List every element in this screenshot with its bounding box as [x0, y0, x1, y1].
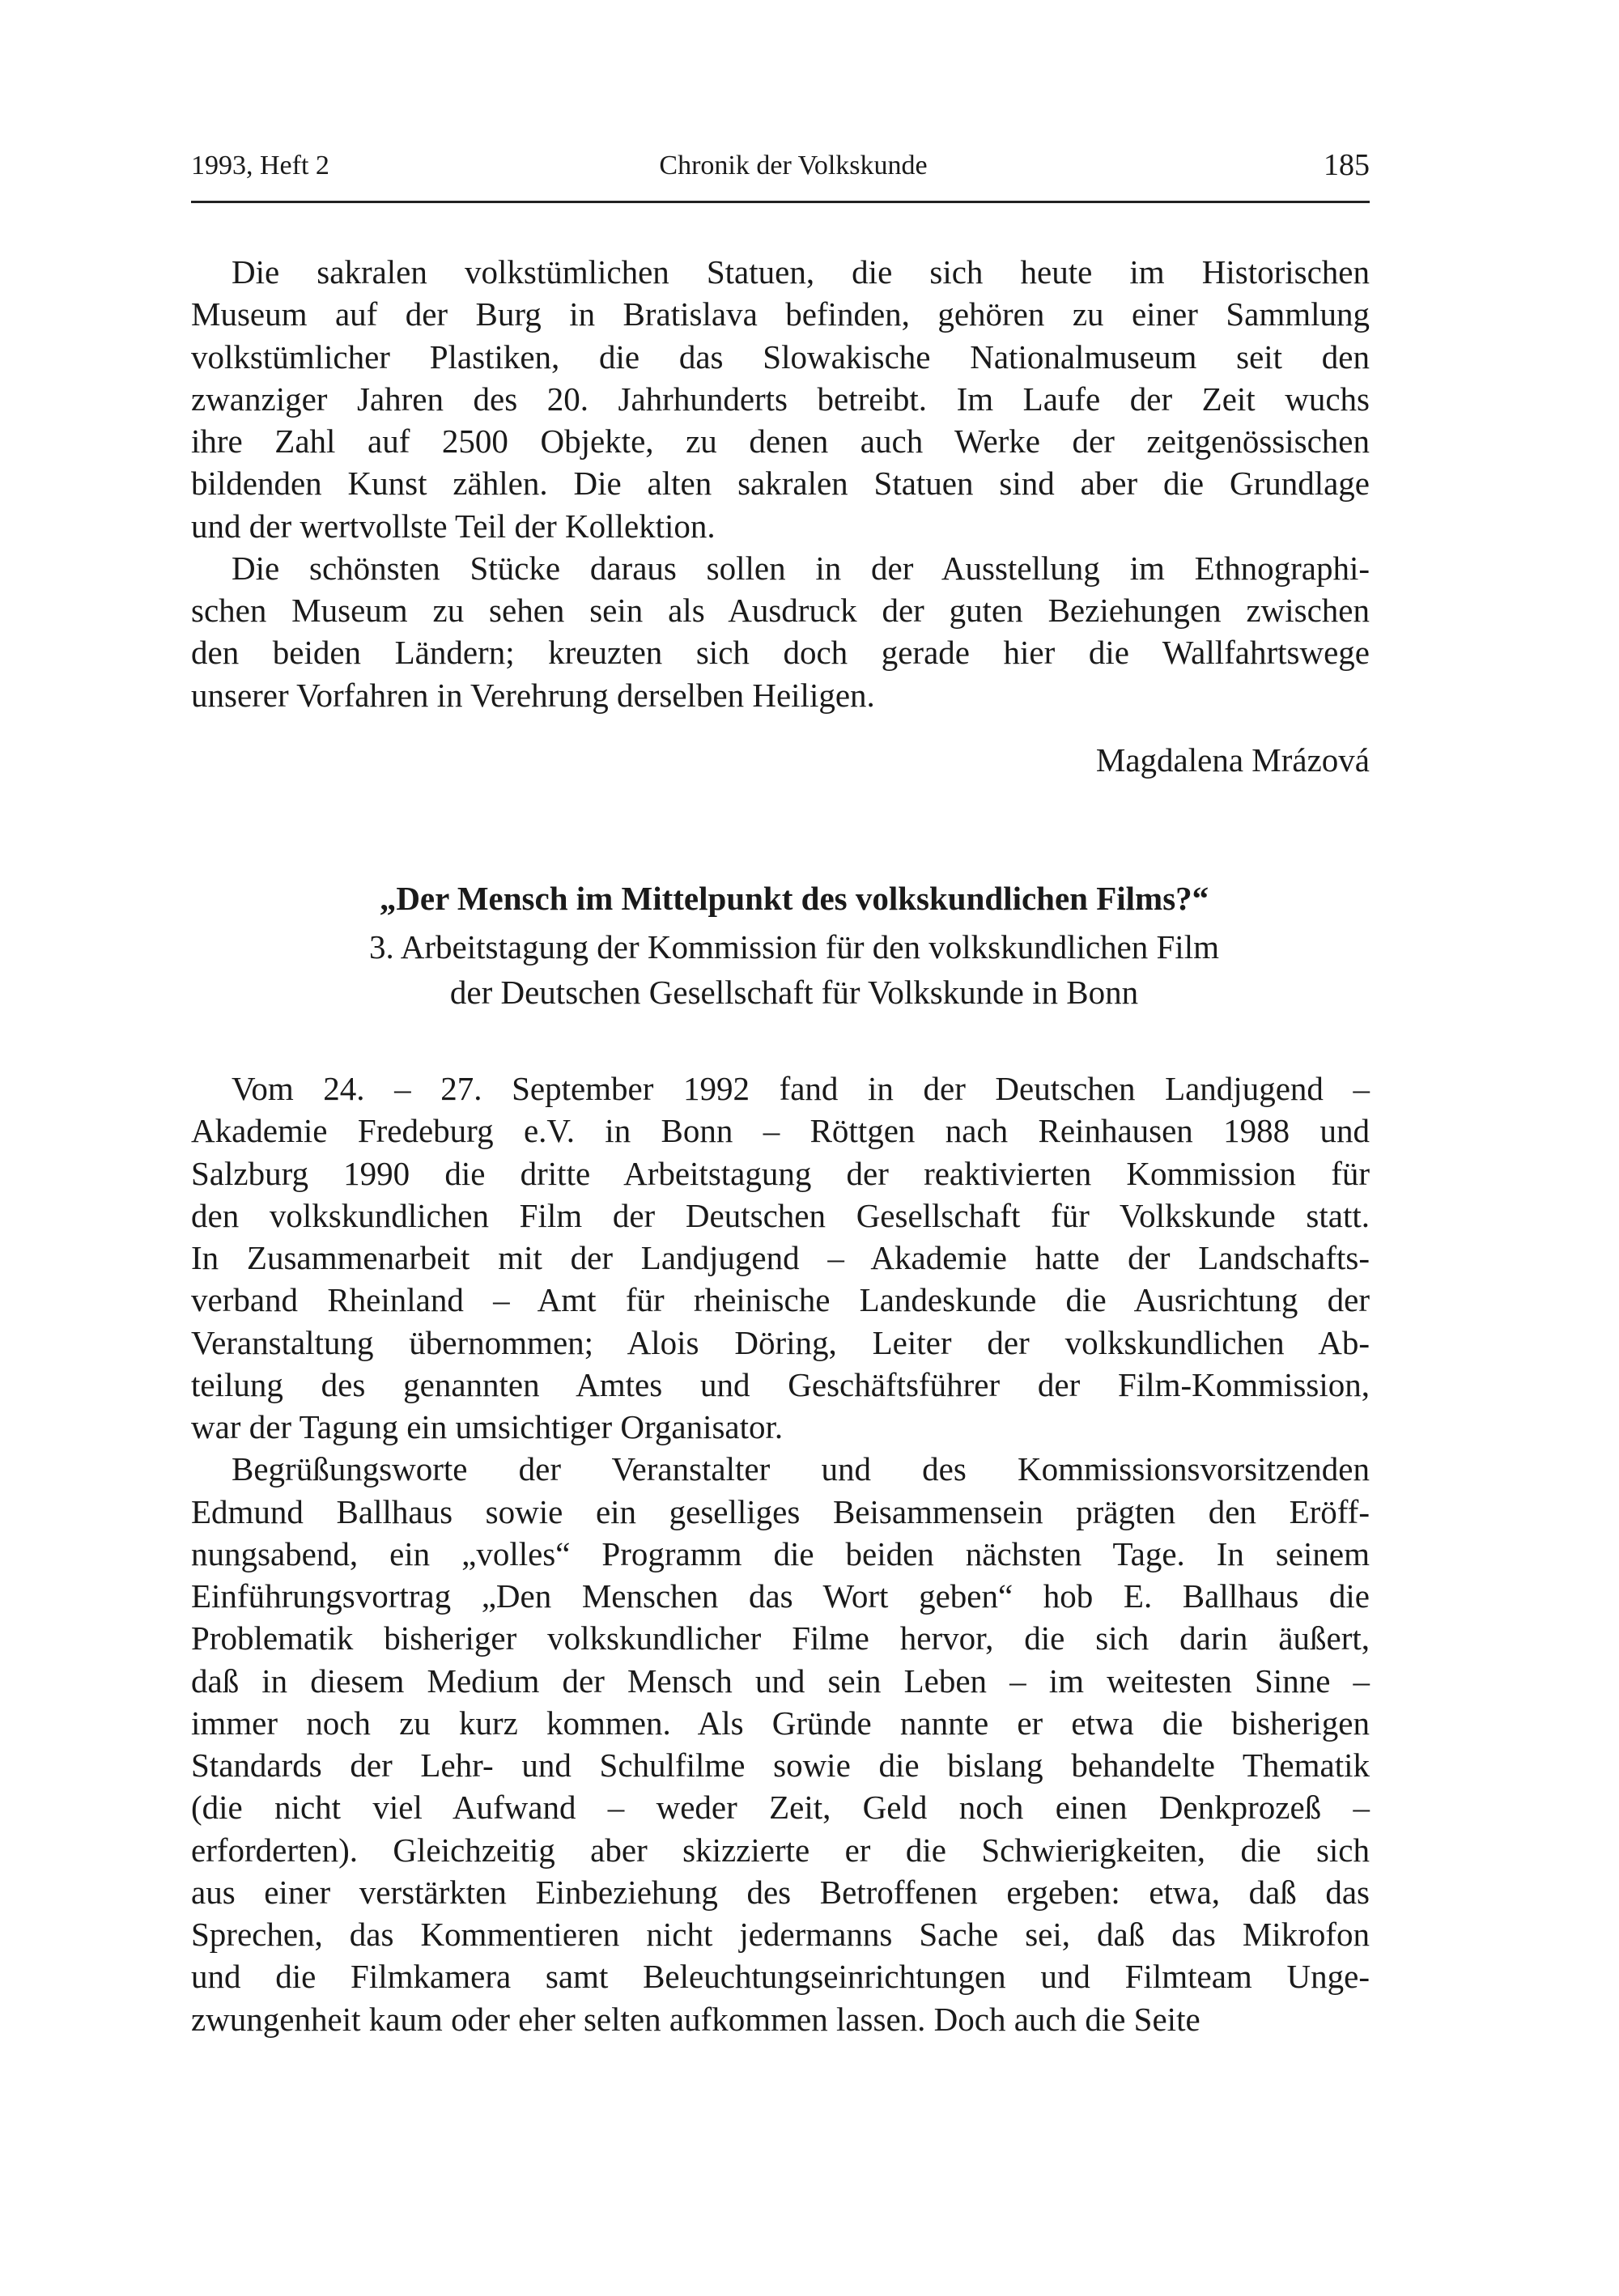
article2-title-text: „Der Mensch im Mittelpunkt des volkskundlichen Films?“: [379, 880, 1209, 917]
text-line: den volkskundlichen Film der Deutschen Gesellschaft für Volkskunde statt.: [191, 1196, 1370, 1234]
text-line: schen Museum zu sehen sein als Ausdruck der guten Beziehungen zwischen: [191, 592, 1370, 629]
running-header-issue: 1993, Heft 2: [191, 151, 329, 180]
header-rule: [191, 201, 1370, 203]
article2-subtitle-1-text: 3. Arbeitstagung der Kommission für den volkskundlichen Film: [369, 928, 1219, 966]
text-line: Standards der Lehr- und Schulfilme sowie die bislang behandelte Thematik: [191, 1746, 1370, 1784]
text-line: Akademie Fredeburg e.V. in Bonn – Röttgen nach Reinhausen 1988 und: [191, 1112, 1370, 1150]
text-line: Veranstaltung übernommen; Alois Döring, Leiter der volkskundlichen Ab-: [191, 1323, 1370, 1361]
text-line: und die Filmkamera samt Beleuchtungseinrichtungen und Filmteam Unge-: [191, 1958, 1370, 1996]
article1-body: [191, 251, 1370, 716]
text-line: In Zusammenarbeit mit der Landjugend – Akademie hatte der Landschafts-: [191, 1239, 1370, 1276]
text-line: bildenden Kunst zählen. Die alten sakralen Statuen sind aber die Grundlage: [191, 465, 1370, 503]
text-line: Museum auf der Burg in Bratislava befinden, gehören zu einer Sammlung: [191, 295, 1370, 333]
text-line: erforderten). Gleichzeitig aber skizzierte er die Schwierigkeiten, die sich: [191, 1831, 1370, 1869]
text-line: aus einer verstärkten Einbeziehung des Betroffenen ergeben: etwa, daß das: [191, 1873, 1370, 1911]
text-line: teilung des genannten Amtes und Geschäftsführer der Film-Kommission,: [191, 1365, 1370, 1403]
text-line: Begrüßungsworte der Veranstalter und des Kommissionsvorsitzenden: [232, 1450, 1370, 1488]
text-line: (die nicht viel Aufwand – weder Zeit, Geld noch einen Denkprozeß –: [191, 1789, 1370, 1827]
text-line: war der Tagung ein umsichtiger Organisator.: [191, 1408, 784, 1445]
article2-body: [191, 1067, 1370, 2040]
text-line: Edmund Ballhaus sowie ein geselliges Beisammensein prägten den Eröff-: [191, 1492, 1370, 1530]
text-line: unserer Vorfahren in Verehrung derselben Heiligen.: [191, 676, 875, 714]
text-line: Sprechen, das Kommentieren nicht jedermanns Sache sei, daß das Mikrofon: [191, 1916, 1370, 1953]
text-line: zwungenheit kaum oder eher selten aufkommen lassen. Doch auch die Seite: [191, 2000, 1200, 2038]
text-line: zwanziger Jahren des 20. Jahrhunderts betreibt. Im Laufe der Zeit wuchs: [191, 380, 1370, 418]
text-line: daß in diesem Medium der Mensch und sein Leben – im weitesten Sinne –: [191, 1662, 1370, 1700]
text-line: Einführungsvortrag „Den Menschen das Wort geben“ hob E. Ballhaus die: [191, 1577, 1370, 1615]
text-line: Die schönsten Stücke daraus sollen in der Ausstellung im Ethnographi-: [232, 549, 1370, 587]
article2-subtitle-2-text: der Deutschen Gesellschaft für Volkskunde in Bonn: [449, 974, 1139, 1011]
text-line: immer noch zu kurz kommen. Als Gründe nannte er etwa die bisherigen: [191, 1704, 1370, 1742]
text-line: Vom 24. – 27. September 1992 fand in der Deutschen Landjugend –: [232, 1070, 1370, 1107]
text-line: Salzburg 1990 die dritte Arbeitstagung der reaktivierten Kommission für: [191, 1154, 1370, 1192]
article2-subtitle-2: [0, 973, 1619, 1012]
text-line: Die sakralen volkstümlichen Statuen, die sich heute im Historischen: [232, 253, 1370, 291]
text-line: und der wertvollste Teil der Kollektion.: [191, 507, 716, 545]
text-line: nungsabend, ein „volles“ Programm die beiden nächsten Tage. In seinem: [191, 1534, 1370, 1572]
text-line: volkstümlicher Plastiken, die das Slowakische Nationalmuseum seit den: [191, 337, 1370, 376]
text-line: verband Rheinland – Amt für rheinische Landeskunde die Ausrichtung der: [191, 1281, 1370, 1319]
journal-title: Chronik der Volkskunde: [659, 151, 928, 180]
text-line: ihre Zahl auf 2500 Objekte, zu denen auch Werke der zeitgenössischen: [191, 422, 1370, 460]
article2-subtitle-1: [0, 927, 1619, 966]
article2-title: [0, 879, 1619, 918]
text-line: Problematik bisheriger volkskundlicher Filme hervor, die sich darin äußert,: [191, 1619, 1370, 1657]
running-header-title: [0, 151, 1619, 181]
page-number: 185: [1324, 148, 1370, 182]
author-signature: Magdalena Mrázová: [1095, 741, 1370, 779]
text-line: den beiden Ländern; kreuzten sich doch gerade hier die Wallfahrtswege: [191, 634, 1370, 672]
